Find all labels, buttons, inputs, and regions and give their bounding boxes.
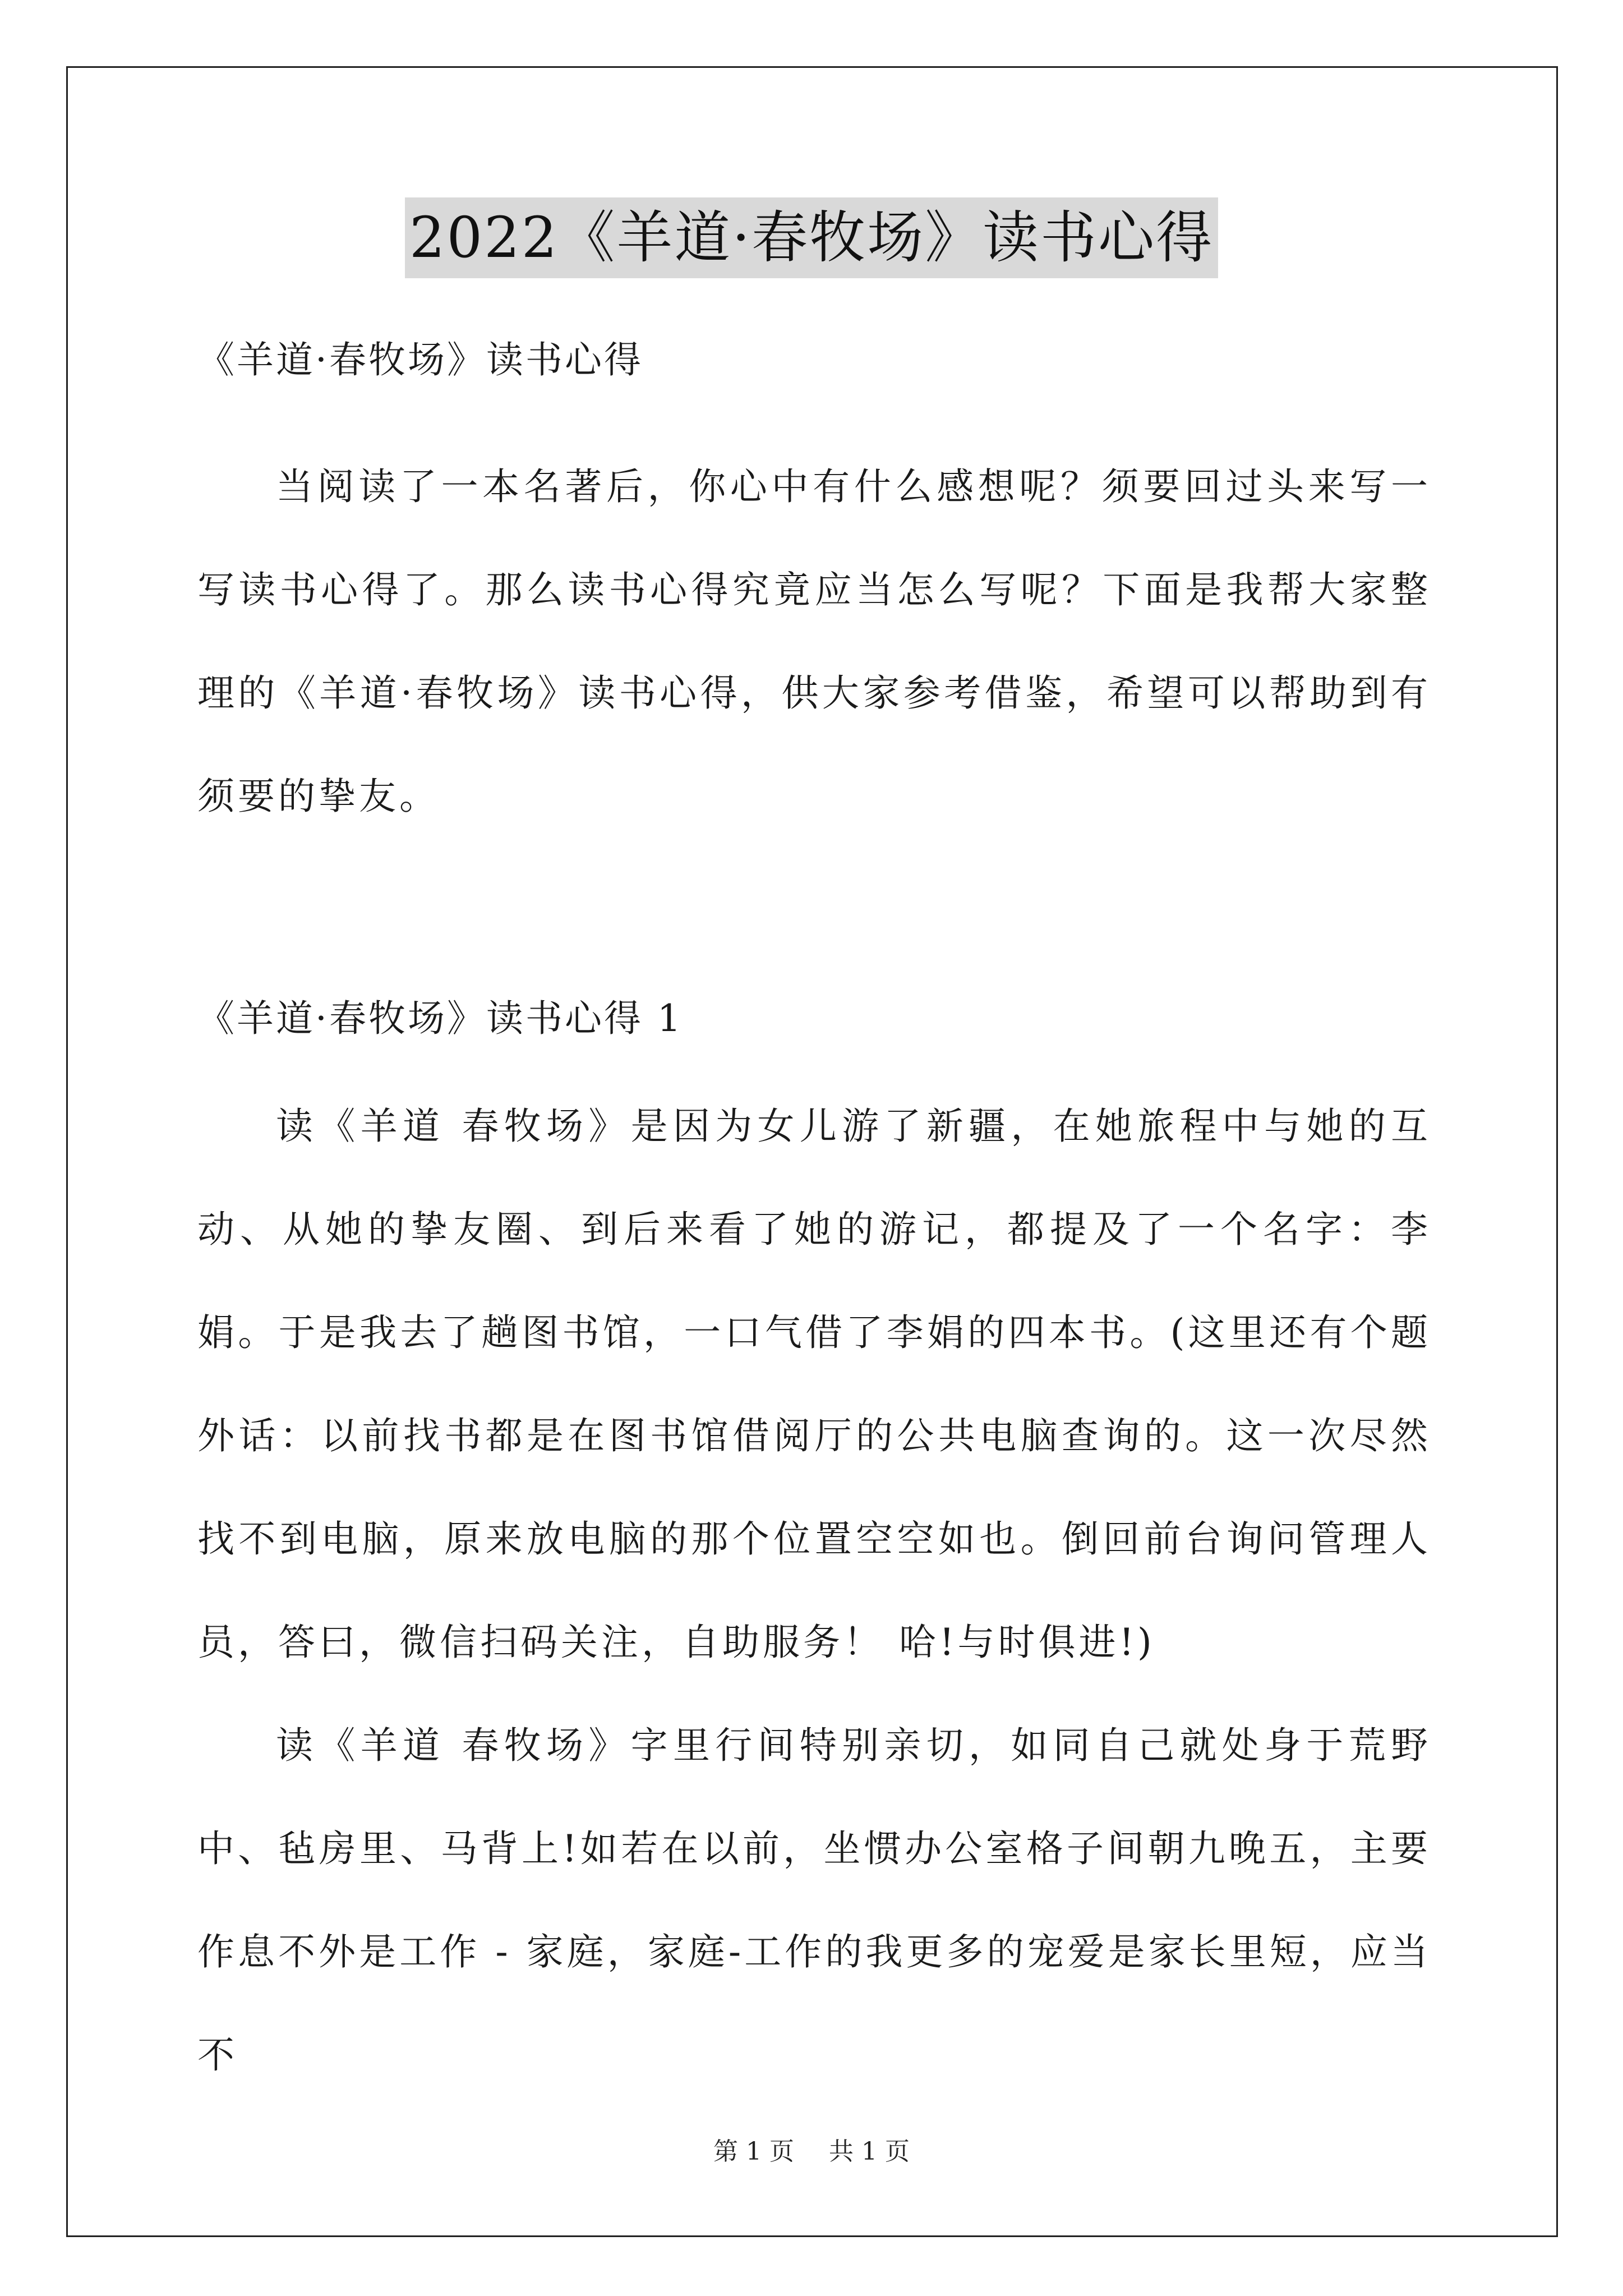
section1-body: [197, 1075, 1431, 2107]
page-footer: [0, 2136, 1623, 2168]
page-number-current: 第 1 页: [713, 2137, 794, 2166]
intro-block: [197, 435, 1431, 848]
section1-paragraph: 读《羊道 春牧场》是因为女儿游了新疆，在她旅程中与她的互动、从她的挚友圈、到后来看了她的游记，都提及了一个名字：李娟。于是我去了趟图书馆，一口气借了李娟的四本书。(这里还有个题外话：以前找书都是在图书馆借阅厅的公共电脑查询的。这一次尽然找不到电脑，原来放电脑的那个位置空空如也。倒回前台询问管理人员，答曰，微信扫码关注，自助服务！ 哈!与时俱进!): [197, 1105, 1431, 1664]
section1-heading: 《羊道·春牧场》读书心得 1: [197, 997, 683, 1040]
page-number-total: 共 1 页: [829, 2137, 910, 2166]
subtitle-main: 《羊道·春牧场》读书心得: [197, 338, 643, 381]
section1-paragraph: 读《羊道 春牧场》字里行间特别亲切，如同自己就处身于荒野中、毡房里、马背上!如若在以前，坐惯办公室格子间朝九晚五，主要作息不外是工作 - 家庭，家庭-工作的我更多的宠爱是家长里短，应当不: [197, 1724, 1431, 2077]
title-container: [0, 197, 1623, 278]
document-title: 2022《羊道·春牧场》读书心得: [405, 197, 1218, 278]
intro-paragraph: 当阅读了一本名著后，你心中有什么感想呢？须要回过头来写一写读书心得了。那么读书心得究竟应当怎么写呢？下面是我帮大家整理的《羊道·春牧场》读书心得，供大家参考借鉴，希望可以帮助到有须要的挚友。: [197, 465, 1431, 818]
